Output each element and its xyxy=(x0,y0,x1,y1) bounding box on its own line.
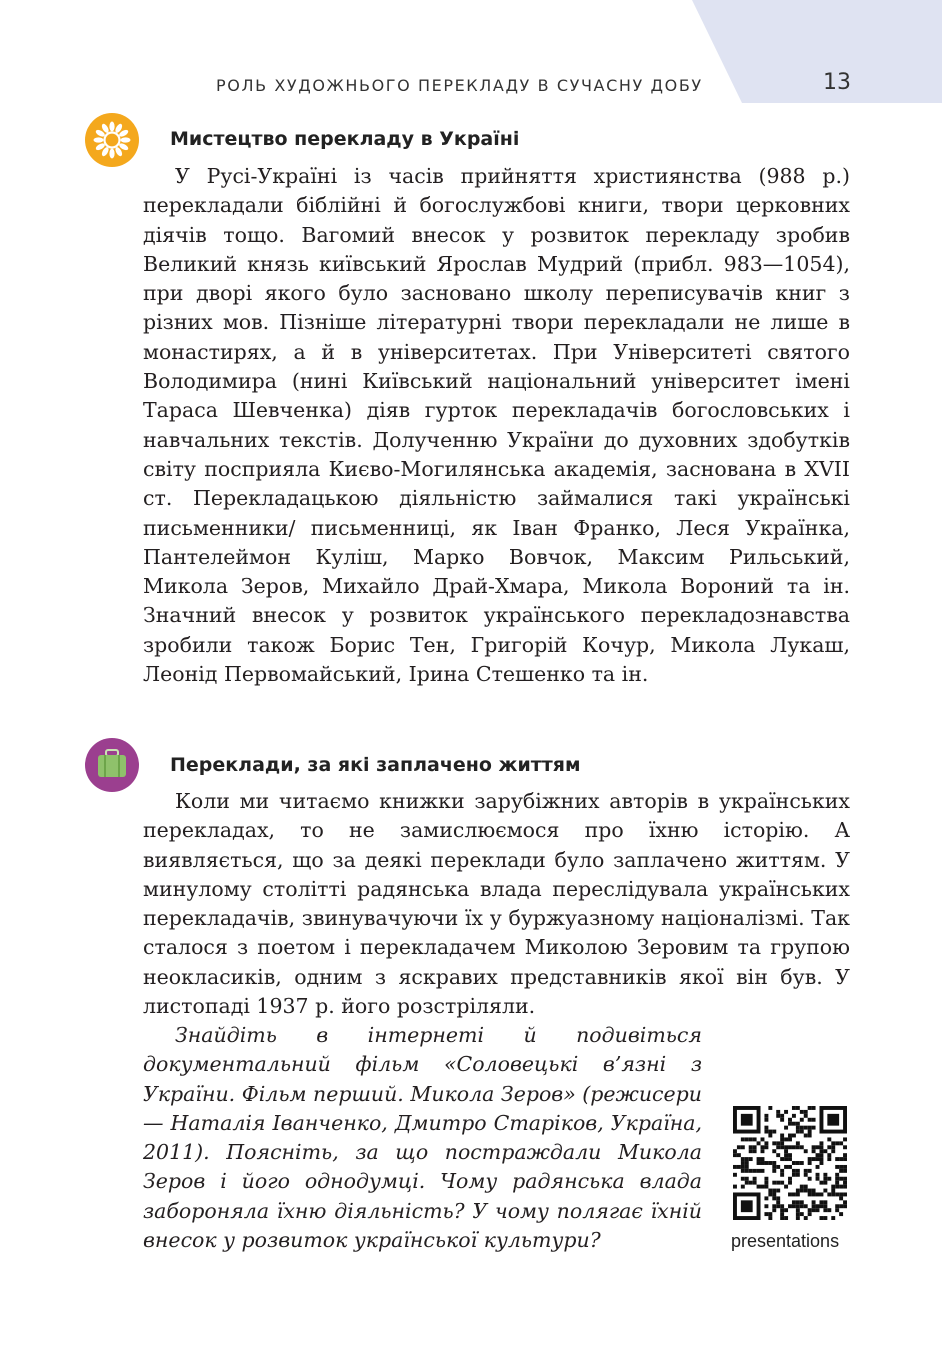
qr-caption: presentations xyxy=(731,1231,840,1251)
task-text: Знайдіть в інтернеті й подивіться документальний фільм «Соловецькі в’язні з України. Фільм перший. Микола Зеров» (режисери — Наталія Іванченко, Дмитро Старіков, Україна, 2011). Поясніть, за що постраждали Микола Зеров і його однодумці. Чому радянська влада забороняла їхню діяльність? У чому полягає їхній внесок у розвиток української культури? xyxy=(143,1023,702,1253)
paragraph-zerov-story: Коли ми читаємо книжки зарубіжних авторів в українських перекладах, то не замислюємося про їхню історію. А виявляється, що за деякі переклади було заплачено життям. У минулому столітті радянська влада переслідувала українських перекладачів, звинувачуючи їх у буржуазному націоналізмі. Так сталося з поетом і перекладачем Миколою Зеровим та групою неокласиків, одним з яскравих представників якої він був. У листопаді 1937 р. його розстріляли. xyxy=(143,789,850,1019)
paragraph-translation-history: У Русі-Україні із часів прийняття християнства (988 р.) перекладали біблійні й богослужбові книги, твори церковних діячів тощо. Вагомий внесок у розвиток перекладу зробив Великий князь київський Ярослав Мудрий (прибл. 983—1054), при дворі якого було засновано школу переписувачів книг з різних мов. Пізніше літературні твори перекладали не лише в монастирях, а й в університетах. При Університеті святого Володимира (нині Київський національний університет імені Тараса Шевченка) діяв гурток перекладачів богословських і навчальних текстів. Долученню України до духовних здобутків світу посприяла Києво-Могилянська академія, заснована в XVII ст. Перекладацькою діяльністю займалися такі українські письменники/ письменниці, як Іван Франко, Леся Українка, Пантелеймон Куліш, Марко Вовчок, Максим Рильський, Микола Зеров, Михайло Драй-Хмара, Микола Вороний та ін. Значний внесок у розвиток українського перекладознавства зробили також Борис Тен, Григорій Кочур, Микола Лукаш, Леонід Первомайський, Ірина Стешенко та ін. xyxy=(143,164,850,687)
suitcase-icon xyxy=(85,738,139,792)
sun-icon xyxy=(85,113,139,167)
corner-band xyxy=(692,0,942,103)
section-heading-paid-with-life: Переклади, за які заплачено життям xyxy=(170,754,581,776)
page-number: 13 xyxy=(823,70,851,95)
qr-code-icon[interactable] xyxy=(733,1106,847,1224)
section-heading-translation-art: Мистецтво перекладу в Україні xyxy=(170,128,520,150)
running-title: РОЛЬ ХУДОЖНЬОГО ПЕРЕКЛАДУ В СУЧАСНУ ДОБУ xyxy=(216,76,703,95)
